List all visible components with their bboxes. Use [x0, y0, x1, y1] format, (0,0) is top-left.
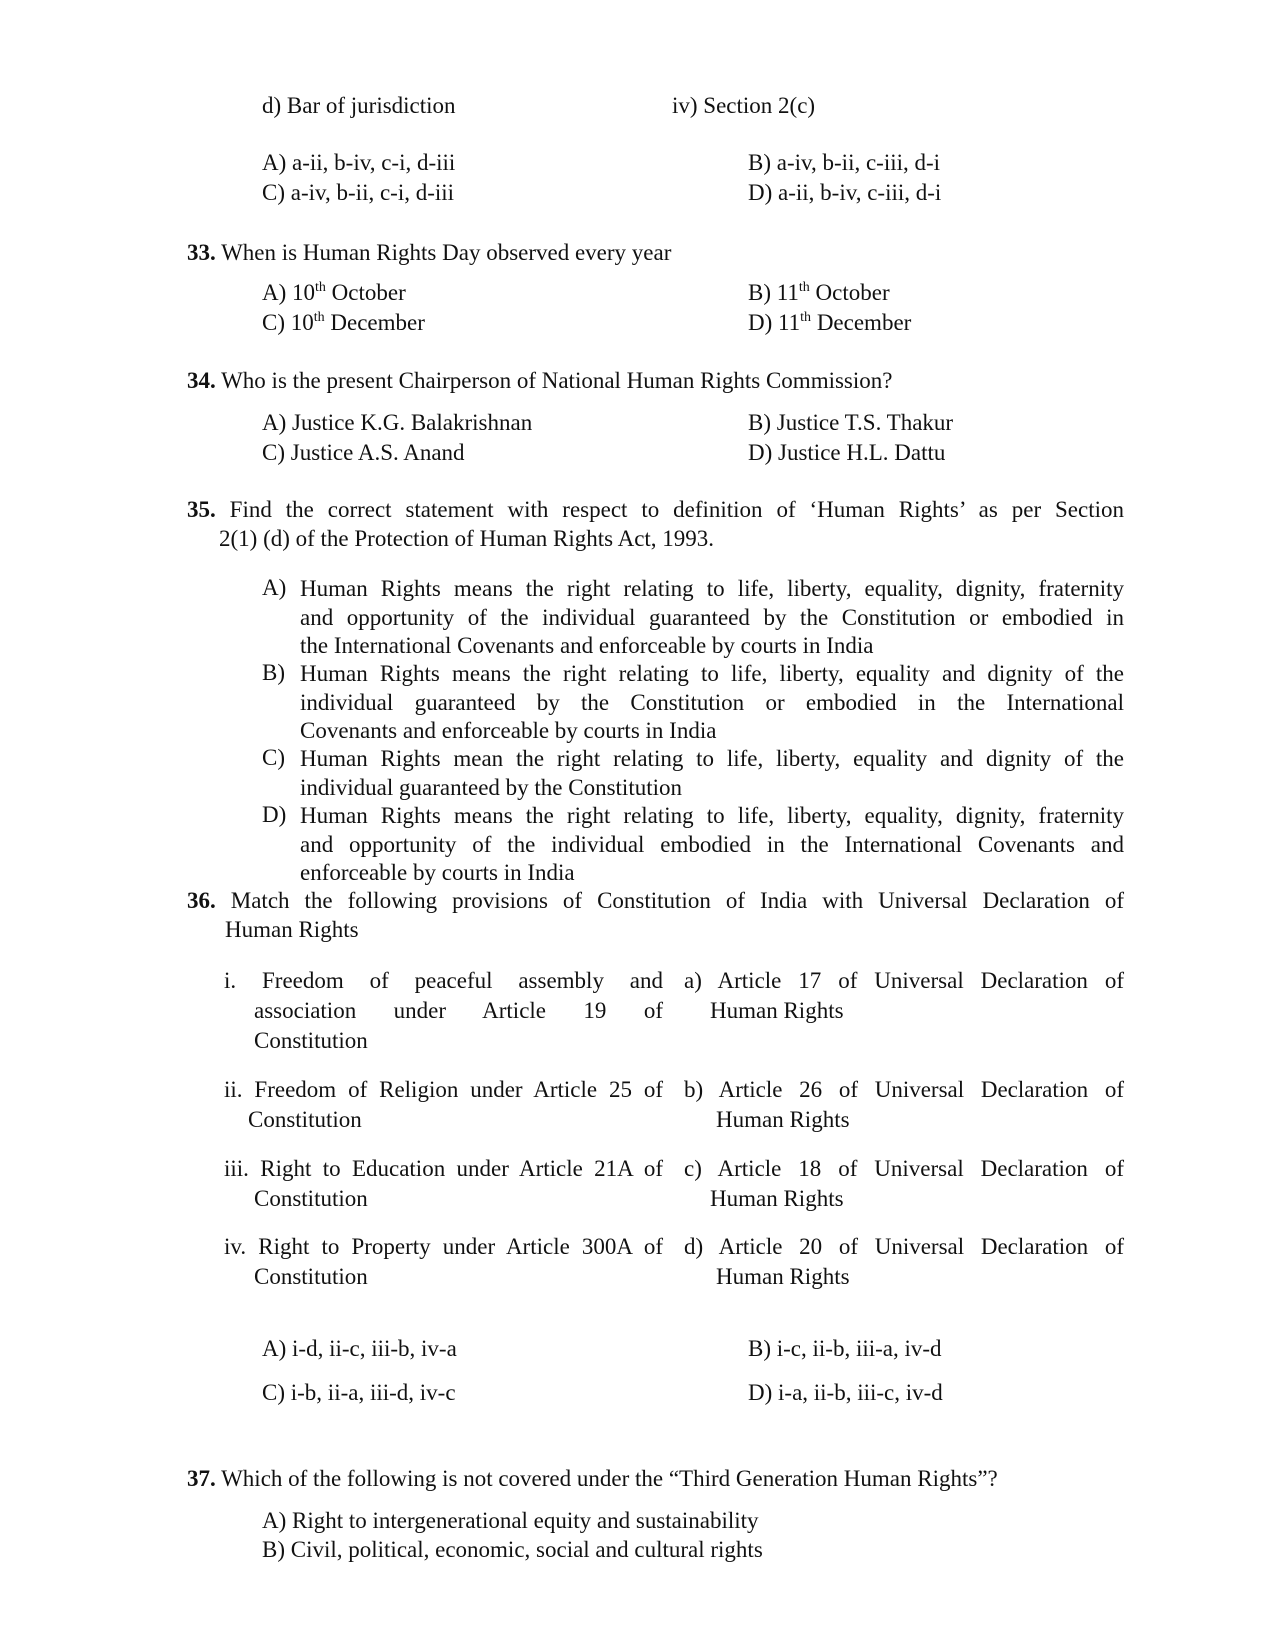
q35-number: 35.: [187, 497, 216, 522]
q32-option-d: D) a-ii, b-iv, c-iii, d-i: [748, 180, 942, 205]
q36-option-a: A) i-d, ii-c, iii-b, iv-a: [262, 1336, 457, 1361]
q34-question: [187, 368, 892, 394]
q36-left-iii: [224, 1154, 663, 1214]
q35-option-a: [300, 575, 1124, 661]
q33-option-b: B) 11th October: [748, 280, 890, 305]
q36-left-line: ii. Freedom of Religion under Article 25 of: [224, 1077, 663, 1102]
q36-right-line: Human Rights: [716, 1107, 850, 1132]
q37-option-b: B) Civil, political, economic, social and cultural rights: [262, 1537, 763, 1562]
q33-option-a: A) 10th October: [262, 280, 406, 305]
q35-option-d-label: D): [262, 802, 287, 827]
q32-match-iv: iv) Section 2(c): [672, 93, 816, 118]
q35-option-a-label: A): [262, 575, 287, 600]
q36-line-1: Match the following provisions of Constitution of India with Universal Declaration of: [230, 888, 1125, 913]
q35-option-a-line: and opportunity of the individual guaranteed by the Constitution or embodied in: [300, 604, 1124, 630]
q36-left-line: association under Article 19 of: [254, 998, 663, 1023]
q36-right-line: Human Rights: [716, 1264, 850, 1289]
q33-number: 33.: [187, 240, 216, 265]
q34-option-b: B) Justice T.S. Thakur: [748, 410, 954, 435]
q36-right-line: b) Article 26 of Universal Declaration of: [684, 1077, 1124, 1102]
q36-right-line: a) Article 17 of Universal Declaration of: [684, 968, 1124, 993]
q36-right-line: d) Article 20 of Universal Declaration of: [684, 1234, 1124, 1259]
q35-option-b-line: Human Rights means the right relating to life, liberty, equality and dignity of the: [300, 661, 1124, 686]
q32-option-c: C) a-iv, b-ii, c-i, d-iii: [262, 180, 455, 205]
q35-option-d: [300, 802, 1124, 888]
q36-line-2: Human Rights: [225, 916, 359, 942]
q35-line-1: Find the correct statement with respect to definition of ‘Human Rights’ as per Section: [229, 497, 1125, 522]
q36-option-c: C) i-b, ii-a, iii-d, iv-c: [262, 1380, 456, 1405]
q35-option-c-label: C): [262, 745, 285, 770]
q32-option-a: A) a-ii, b-iv, c-i, d-iii: [262, 150, 456, 175]
q33-option-c: C) 10th December: [262, 310, 425, 335]
q36-left-i: [224, 966, 663, 1056]
q36-left-line: iv. Right to Property under Article 300A of: [224, 1234, 663, 1259]
q35-option-a-line: Human Rights means the right relating to life, liberty, equality, dignity, fraternity: [300, 576, 1124, 601]
q36-left-line: i. Freedom of peaceful assembly and: [224, 968, 663, 993]
q36-right-a: [684, 966, 1124, 1026]
q36-right-d: [684, 1232, 1124, 1292]
q35-option-c-line: Human Rights mean the right relating to life, liberty, equality and dignity of the: [300, 746, 1124, 771]
q32-option-b: B) a-iv, b-ii, c-iii, d-i: [748, 150, 941, 175]
q34-option-d: D) Justice H.L. Dattu: [748, 440, 946, 465]
q36-option-b: B) i-c, ii-b, iii-a, iv-d: [748, 1336, 942, 1361]
q33-option-d: D) 11th December: [748, 310, 912, 335]
q36-left-line: iii. Right to Education under Article 21A of: [224, 1156, 663, 1181]
q32-item-d: d) Bar of jurisdiction: [262, 93, 456, 118]
q34-option-a: A) Justice K.G. Balakrishnan: [262, 410, 533, 435]
q33-text: When is Human Rights Day observed every year: [221, 240, 672, 265]
q36-right-line: Human Rights: [710, 1186, 844, 1211]
q35-option-c-line: individual guaranteed by the Constitution: [300, 774, 682, 800]
q34-text: Who is the present Chairperson of National Human Rights Commission?: [221, 368, 893, 393]
q36-left-iv: [224, 1232, 663, 1292]
q36-left-line: Constitution: [254, 1028, 368, 1053]
q35-question: [187, 496, 1124, 553]
q37-text: Which of the following is not covered under the “Third Generation Human Rights”?: [221, 1466, 998, 1491]
q36-left-ii: [224, 1075, 663, 1135]
q35-option-d-line: and opportunity of the individual embodied in the International Covenants and: [300, 831, 1124, 857]
q35-option-b-label: B): [262, 660, 285, 685]
q36-left-line: Constitution: [254, 1264, 368, 1289]
q35-option-a-line: the International Covenants and enforceable by courts in India: [300, 633, 874, 658]
q36-right-line: Human Rights: [710, 998, 844, 1023]
q33-question: [187, 240, 671, 266]
q36-left-line: Constitution: [248, 1107, 362, 1132]
q35-option-b-line: individual guaranteed by the Constitution or embodied in the International: [300, 689, 1124, 715]
q35-option-b-line: Covenants and enforceable by courts in India: [300, 718, 717, 743]
q36-number: 36.: [187, 888, 216, 913]
q34-number: 34.: [187, 368, 216, 393]
q35-option-d-line: Human Rights means the right relating to life, liberty, equality, dignity, fraternity: [300, 803, 1124, 828]
q37-number: 37.: [187, 1466, 216, 1491]
q36-option-d: D) i-a, ii-b, iii-c, iv-d: [748, 1380, 943, 1405]
q34-option-c: C) Justice A.S. Anand: [262, 440, 465, 465]
q36-left-line: Constitution: [254, 1186, 368, 1211]
q36-right-line: c) Article 18 of Universal Declaration of: [684, 1156, 1124, 1181]
q37-question: [187, 1466, 998, 1492]
q35-option-c: [300, 745, 1124, 802]
q37-option-a: A) Right to intergenerational equity and sustainability: [262, 1508, 759, 1533]
q35-line-2: 2(1) (d) of the Protection of Human Rights Act, 1993.: [219, 525, 715, 551]
q35-option-b: [300, 660, 1124, 746]
q35-option-d-line: enforceable by courts in India: [300, 860, 575, 885]
q36-right-b: [684, 1075, 1124, 1135]
q36-question: [187, 887, 1124, 944]
q36-right-c: [684, 1154, 1124, 1214]
